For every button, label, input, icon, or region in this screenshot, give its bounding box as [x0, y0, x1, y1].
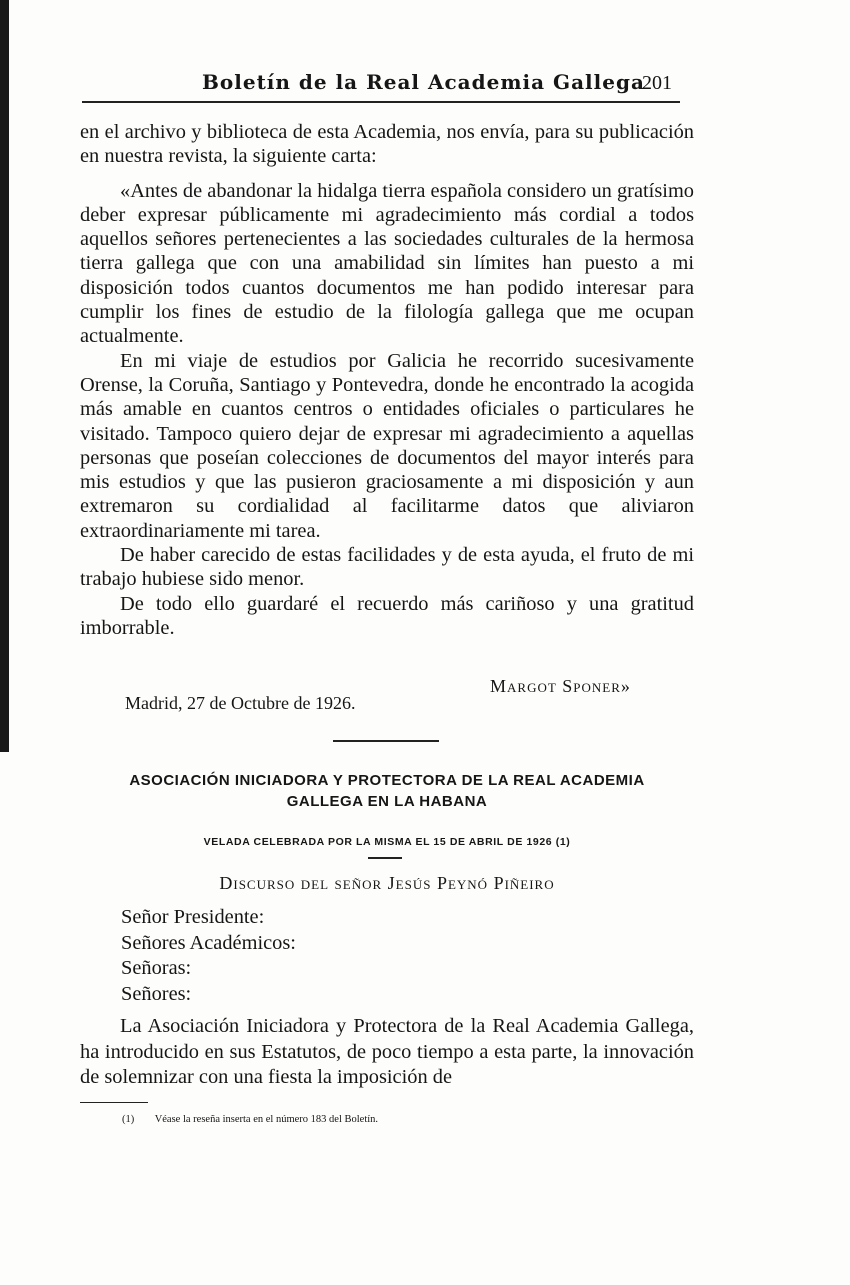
page-header: [82, 70, 680, 100]
letter-body: [80, 120, 694, 640]
section-separator: [333, 740, 439, 742]
section-title-line: ASOCIACIÓN INICIADORA Y PROTECTORA DE LA REAL ACADEMIA: [129, 772, 645, 789]
speech-title: Discurso del señor Jesús Peynó Piñeiro: [219, 873, 555, 893]
section-title: [80, 770, 694, 812]
page-edge-shadow: [0, 0, 9, 752]
letter-paragraph: «Antes de abandonar la hidalga tierra española considero un gratísimo deber expresar públicamente mi agradecimiento más cordial a todos aquellos señores pertenecientes a las sociedades culturales de la hermosa tierra gallega que con una amabilidad sin límites han puesto a mi disposición todos cuantos documentos me han podido interesar para cumplir los fines de estudio de la filología gallega que me ocupan actualmente.: [80, 179, 694, 348]
greeting-line: Señor Presidente:: [121, 906, 265, 928]
greeting-line: Señoras:: [121, 957, 192, 979]
footnote-rule: [80, 1102, 148, 1103]
letter-paragraph: De todo ello guardaré el recuerdo más cariñoso y una gratitud imborrable.: [80, 592, 694, 639]
footnote: [122, 1114, 378, 1125]
letter-place-date: Madrid, 27 de Octubre de 1926.: [125, 693, 356, 713]
running-title: Boletín de la Real Academia Gallega: [202, 70, 645, 94]
speech-body: La Asociación Iniciadora y Protectora de la Real Academia Gallega, ha introducido en sus Estatutos, de poco tiempo a esta parte, la innovación de solemnizar con una fiesta la imposición de: [80, 1015, 694, 1088]
footnote-mark: (1): [122, 1114, 135, 1125]
letter-paragraph: De haber carecido de estas facilidades y de esta ayuda, el fruto de mi trabajo hubiese sido menor.: [80, 544, 694, 591]
speech-greetings: [121, 905, 296, 1007]
footnote-text: Véase la reseña inserta en el número 183 del Boletín.: [154, 1114, 379, 1125]
letter-paragraph: En mi viaje de estudios por Galicia he recorrido sucesivamente Orense, la Coruña, Santiago y Pontevedra, donde he encontrado la acogida más amable en cuantos centros o entidades oficiales o particulares he visitado. Tampoco quiero dejar de expresar mi agradecimiento a aquellas personas que poseían colecciones de documentos del mayor interés para mis estudios y que las pusieron graciosamente a mi disposición y aun extremaron su cordialidad al facilitarme datos que aliviaron extraordinariamente mi tarea.: [80, 349, 694, 542]
section-subheading: VELADA CELEBRADA POR LA MISMA EL 15 DE ABRIL DE 1926 (1): [203, 836, 571, 848]
subheading-rule: [368, 857, 402, 859]
header-rule: [82, 101, 680, 103]
greeting-line: Señores:: [121, 982, 192, 1005]
section-title-line: GALLEGA EN LA HABANA: [286, 793, 488, 810]
greeting-line: Señores Académicos:: [121, 931, 296, 954]
letter-intro: en el archivo y biblioteca de esta Academia, nos envía, para su publicación en nuestra revista, la siguiente carta:: [80, 121, 694, 168]
letter-signature: Margot Sponer»: [490, 676, 631, 696]
page-number: 201: [642, 72, 672, 94]
